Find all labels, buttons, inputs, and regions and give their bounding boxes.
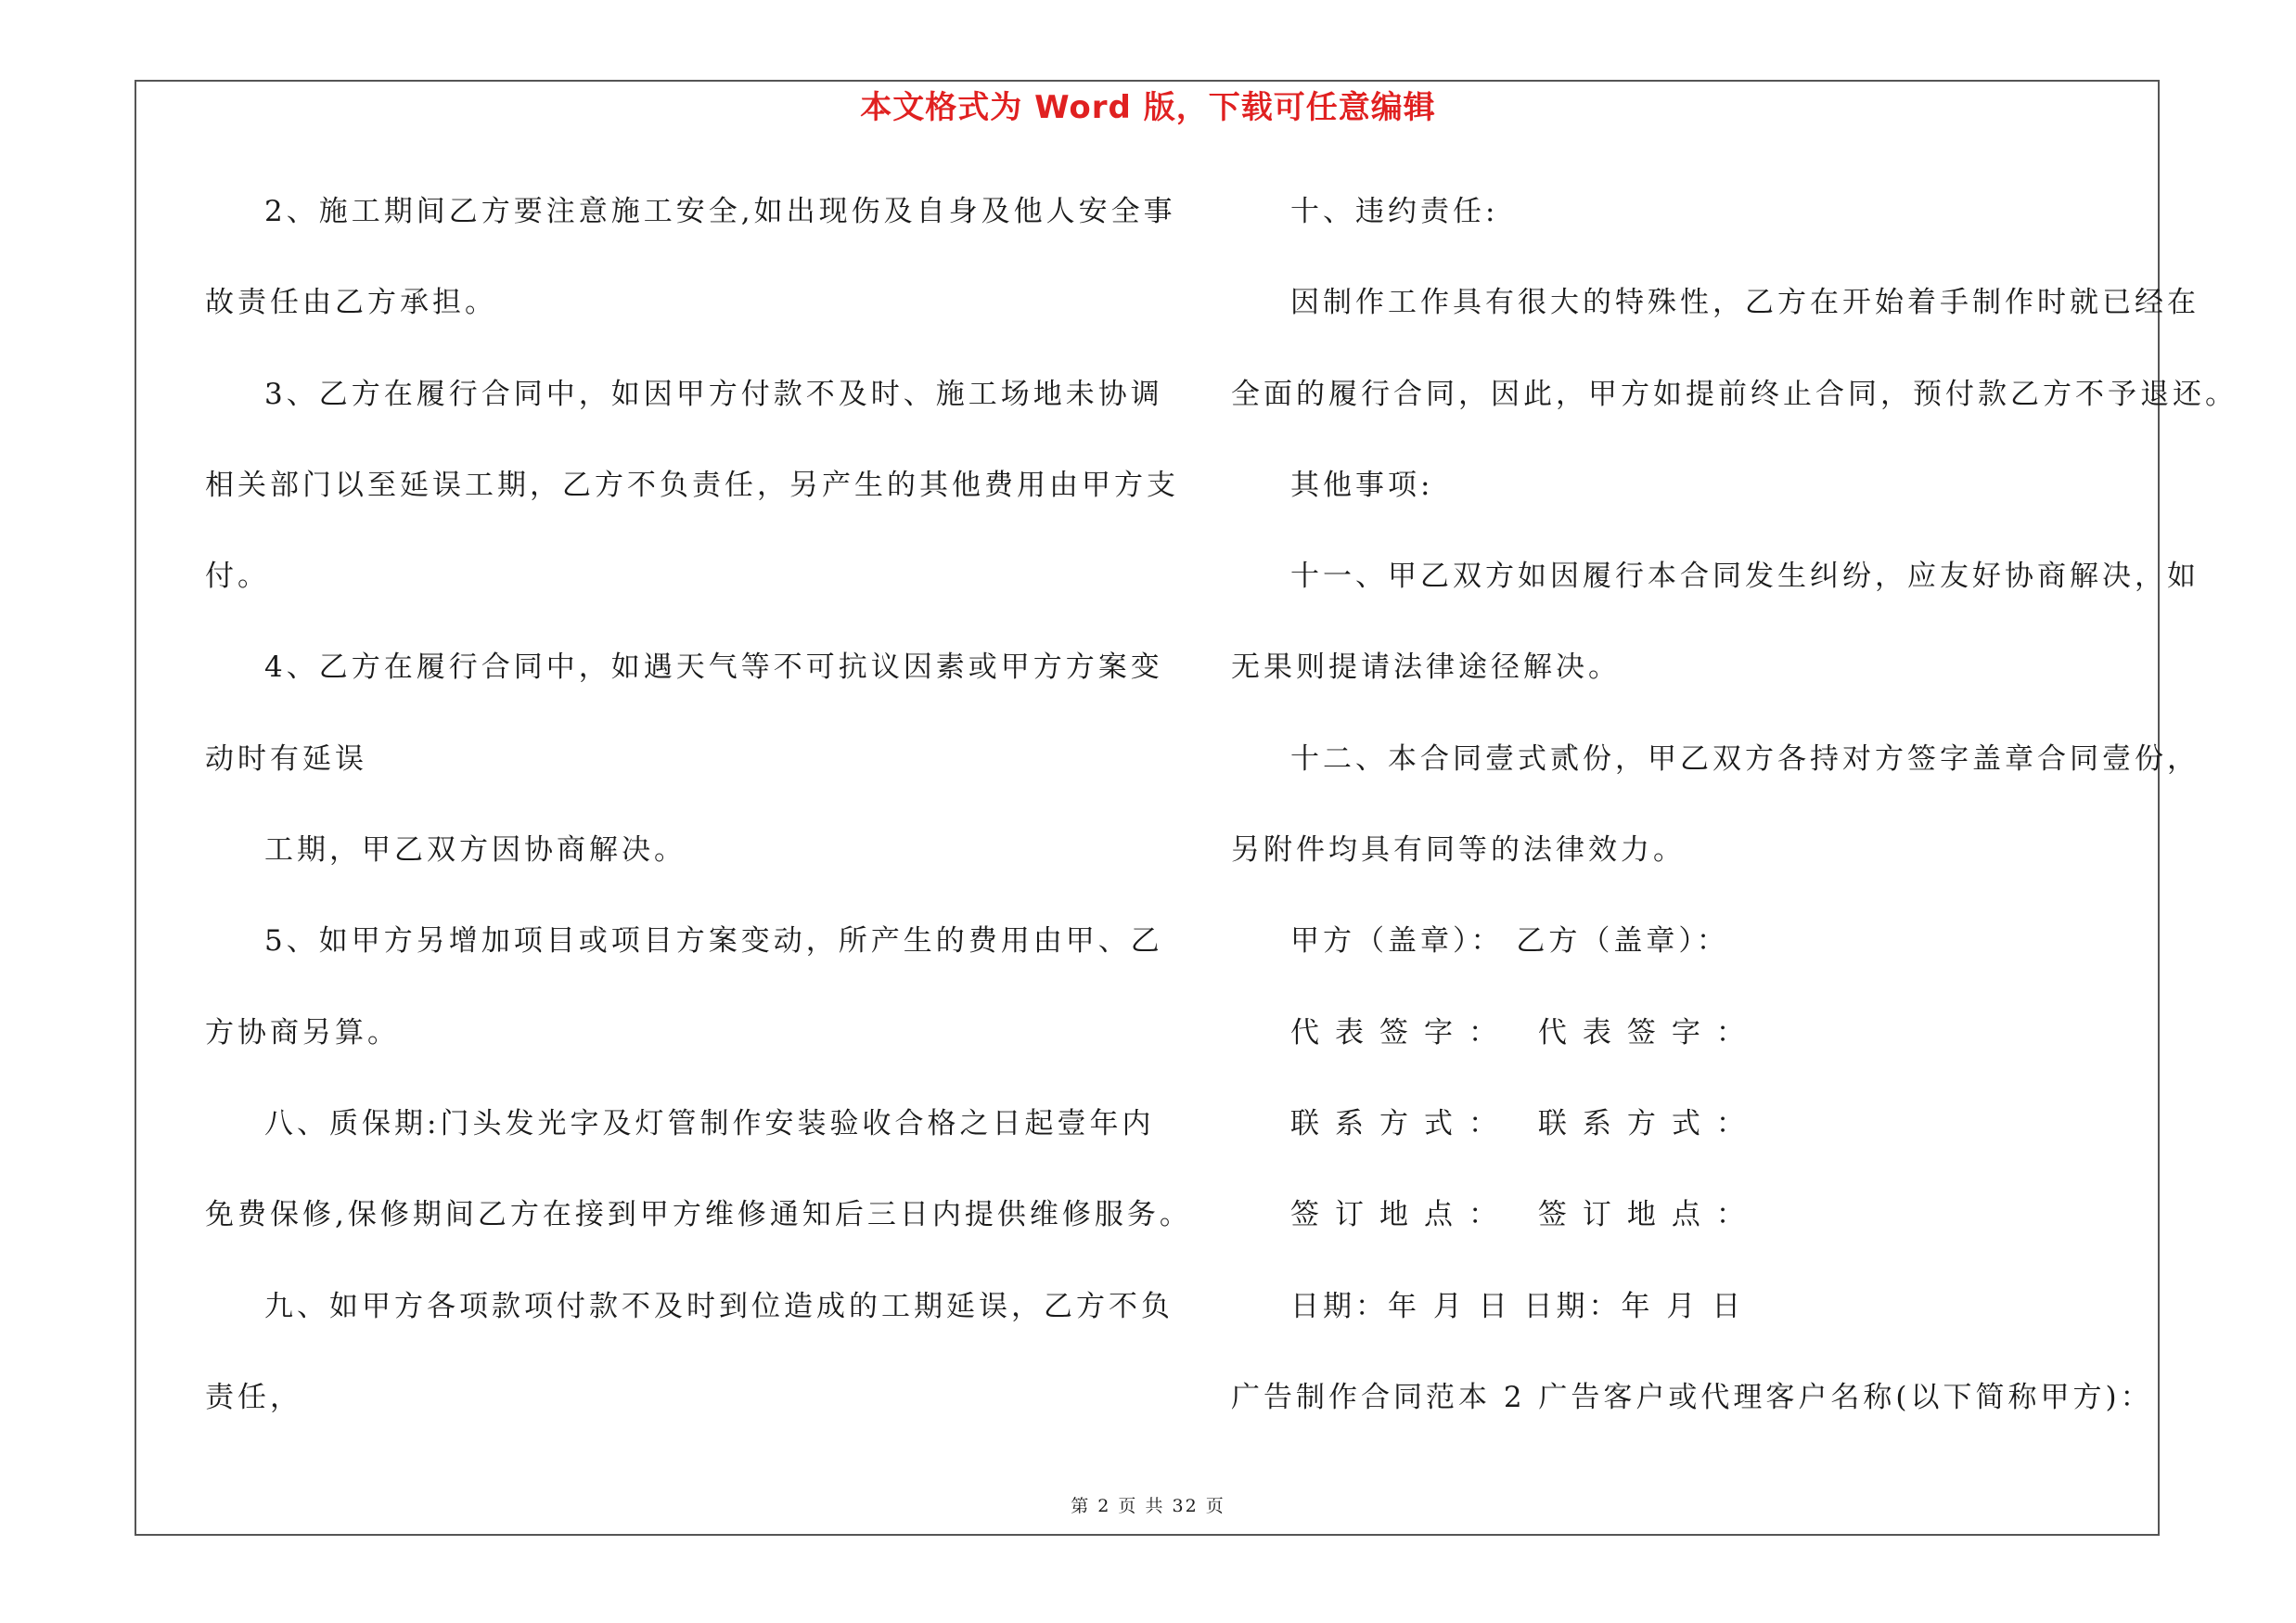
text-line: 2、施工期间乙方要注意施工安全,如出现伤及自身及他人安全事	[264, 195, 1176, 228]
text-line: 责任，	[205, 1380, 302, 1414]
signature-place-line: 签订地点： 签订地点：	[1290, 1198, 1761, 1232]
signature-contact-line: 联系方式： 联系方式：	[1290, 1106, 1761, 1140]
signature-rep-line: 代表签字： 代表签字：	[1290, 1015, 1761, 1050]
text-line: 九、如甲方各项款项付款不及时到位造成的工期延误，乙方不负	[264, 1289, 1174, 1323]
text-line: 付。	[205, 560, 270, 594]
text-line: 八、质保期:门头发光字及灯管制作安装验收合格之日起壹年内	[264, 1106, 1155, 1140]
text-line: 其他事项:	[1290, 468, 1434, 502]
text-line: 免费保修,保修期间乙方在接到甲方维修通知后三日内提供维修服务。	[205, 1198, 1192, 1232]
text-line: 相关部门以至延误工期，乙方不负责任，另产生的其他费用由甲方支	[205, 468, 1179, 502]
text-line: 3、乙方在履行合同中，如因甲方付款不及时、施工场地未协调	[264, 377, 1163, 411]
page-number-footer: 第 2 页 共 32 页	[1071, 1496, 1225, 1516]
text-line: 无果则提请法律途径解决。	[1231, 650, 1621, 685]
text-line: 另附件均具有同等的法律效力。	[1231, 833, 1686, 868]
text-line: 广告制作合同范本 2 广告客户或代理客户名称(以下简称甲方)：	[1231, 1380, 2153, 1414]
right-text-column	[1231, 184, 2238, 1461]
word-format-banner: 本文格式为 Word 版，下载可任意编辑	[860, 89, 1436, 126]
text-line: 动时有延误	[205, 741, 367, 776]
text-line: 十二、本合同壹式贰份，甲乙双方各持对方签字盖章合同壹份，	[1290, 741, 2200, 776]
text-line: 十一、甲乙双方如因履行本合同发生纠纷，应友好协商解决，如	[1290, 560, 2200, 594]
text-line: 因制作工作具有很大的特殊性，乙方在开始着手制作时就已经在	[1290, 286, 2200, 320]
text-line: 5、如甲方另增加项目或项目方案变动，所产生的费用由甲、乙	[264, 924, 1163, 959]
text-line: 4、乙方在履行合同中，如遇天气等不可抗议因素或甲方方案变	[264, 650, 1163, 685]
signature-party-line: 甲方（盖章）： 乙方（盖章）：	[1290, 924, 1729, 959]
text-line: 十、违约责任:	[1290, 195, 1499, 228]
left-text-column	[205, 184, 1192, 1461]
text-line: 全面的履行合同，因此，甲方如提前终止合同，预付款乙方不予退还。	[1231, 377, 2238, 411]
text-line: 故责任由乙方承担。	[205, 286, 497, 320]
text-line: 方协商另算。	[205, 1015, 400, 1050]
text-line: 工期，甲乙双方因协商解决。	[264, 833, 686, 868]
signature-date-line: 日期：年 月 日 日期：年 月 日	[1290, 1289, 1745, 1323]
